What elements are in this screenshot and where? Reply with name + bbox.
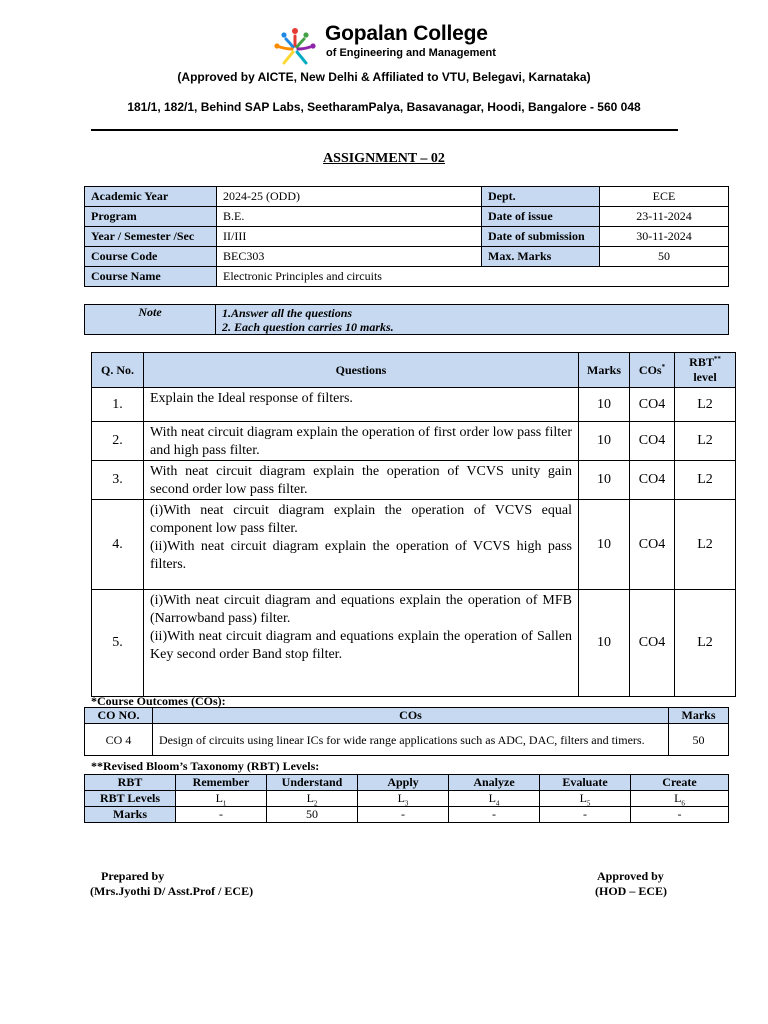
question-rbt: L2 [675, 388, 736, 422]
approval-line: (Approved by AICTE, New Delhi & Affiliated to VTU, Belegavi, Karnataka) [177, 70, 591, 84]
question-rbt: L2 [675, 500, 736, 590]
question-rbt: L2 [675, 590, 736, 697]
program-value: B.E. [217, 207, 482, 227]
rbt-level-letter: L [579, 791, 587, 805]
dept-value: ECE [600, 187, 729, 207]
rbt-header [675, 353, 736, 388]
rbt-marks-cell: - [540, 807, 631, 823]
table-header-row [92, 353, 736, 388]
note-label: Note [85, 305, 216, 335]
table-row [92, 461, 736, 500]
question-text [144, 388, 579, 422]
academic-year-value: 2024-25 (ODD) [217, 187, 482, 207]
question-marks: 10 [579, 590, 630, 697]
year-sem-value: II/III [217, 227, 482, 247]
cos-header: COs [153, 708, 669, 724]
course-outcomes-heading: *Course Outcomes (COs): [91, 694, 226, 708]
question-line: (ii)With neat circuit diagram explain the operation of VCVS high pass filters. [150, 539, 572, 572]
academic-year-label: Academic Year [85, 187, 217, 207]
co-marks: 50 [669, 724, 729, 756]
table-row [85, 724, 729, 756]
issue-date-value: 23-11-2024 [600, 207, 729, 227]
rbt-col-header: Analyze [449, 775, 540, 791]
rbt-levels-label: RBT Levels [85, 791, 176, 807]
question-co: CO4 [630, 461, 675, 500]
question-rbt: L2 [675, 422, 736, 461]
assignment-title: ASSIGNMENT – 02 [323, 151, 445, 166]
question-number: 5. [92, 590, 144, 697]
rbt-marks-cell: - [449, 807, 540, 823]
prepared-by-name: (Mrs.Jyothi D/ Asst.Prof / ECE) [90, 884, 254, 898]
program-label: Program [85, 207, 217, 227]
dept-label: Dept. [482, 187, 600, 207]
question-text [144, 500, 579, 590]
max-marks-label: Max. Marks [482, 247, 600, 267]
rbt-marks-label: Marks [85, 807, 176, 823]
rbt-level-cell [631, 791, 729, 807]
note-box [84, 304, 729, 335]
question-text [144, 590, 579, 697]
header-divider [91, 129, 678, 131]
rbt-col-header: Remember [176, 775, 267, 791]
table-row [92, 500, 736, 590]
rbt-level-text: level [693, 370, 717, 384]
table-header-row [85, 708, 729, 724]
table-row [85, 247, 729, 267]
rbt-levels-table [84, 774, 729, 823]
note-line: 1.Answer all the questions [222, 305, 353, 320]
question-line: (i)With neat circuit diagram and equations explain the operation of MFB (Narrowband pass) filter. [150, 593, 572, 626]
gopalan-logo-icon [272, 26, 318, 66]
question-marks: 10 [579, 422, 630, 461]
college-subtitle: of Engineering and Management [326, 47, 496, 59]
rbt-marks-cell: - [631, 807, 729, 823]
submission-date-value: 30-11-2024 [600, 227, 729, 247]
rbt-col-header: RBT [85, 775, 176, 791]
course-name-value: Electronic Principles and circuits [217, 267, 729, 287]
note-line: 2. Each question carries 10 marks. [222, 319, 394, 334]
course-code-value: BEC303 [217, 247, 482, 267]
rbt-level-number: 1 [222, 799, 227, 808]
question-co: CO4 [630, 500, 675, 590]
question-co: CO4 [630, 590, 675, 697]
course-info-table [84, 186, 729, 287]
rbt-marks-cell: - [176, 807, 267, 823]
table-row [92, 388, 736, 422]
rbt-level-cell [449, 791, 540, 807]
co-no-header: CO NO. [85, 708, 153, 724]
table-row [85, 227, 729, 247]
table-row [85, 187, 729, 207]
question-marks: 10 [579, 388, 630, 422]
cos-footnote-mark: * [661, 362, 666, 371]
rbt-col-header: Understand [267, 775, 358, 791]
question-rbt: L2 [675, 461, 736, 500]
rbt-level-number: 6 [681, 799, 685, 808]
approved-by-label: Approved by [597, 869, 664, 883]
college-name: Gopalan College [325, 22, 488, 45]
note-text [216, 305, 729, 335]
question-line: With neat circuit diagram explain the operation of first order low pass filter and high pass filter. [150, 425, 572, 458]
rbt-level-cell [267, 791, 358, 807]
approved-by-name: (HOD – ECE) [595, 884, 667, 898]
rbt-level-cell [540, 791, 631, 807]
table-row [85, 807, 729, 823]
rbt-level-letter: L [488, 791, 496, 805]
prepared-by-label: Prepared by [101, 869, 165, 883]
cos-header [630, 353, 675, 388]
submission-date-label: Date of submission [482, 227, 600, 247]
course-code-label: Course Code [85, 247, 217, 267]
table-row [85, 305, 729, 335]
question-number: 2. [92, 422, 144, 461]
question-line: With neat circuit diagram explain the operation of VCVS unity gain second order low pass filter. [150, 464, 572, 497]
questions-header: Questions [144, 353, 579, 388]
table-row [92, 590, 736, 697]
rbt-level-number: 2 [313, 799, 318, 808]
rbt-level-letter: L [674, 791, 682, 805]
max-marks-value: 50 [600, 247, 729, 267]
rbt-level-letter: L [215, 791, 223, 805]
table-header-row [85, 775, 729, 791]
question-text [144, 422, 579, 461]
rbt-marks-cell: - [358, 807, 449, 823]
rbt-level-cell [176, 791, 267, 807]
question-marks: 10 [579, 461, 630, 500]
rbt-footnote-mark: ** [713, 355, 721, 363]
rbt-col-header: Apply [358, 775, 449, 791]
question-text [144, 461, 579, 500]
question-number: 3. [92, 461, 144, 500]
rbt-col-header: Evaluate [540, 775, 631, 791]
question-number: 1. [92, 388, 144, 422]
rbt-level-number: 5 [586, 799, 591, 808]
rbt-level-letter: L [397, 791, 405, 805]
co-description: Design of circuits using linear ICs for wide range applications such as ADC, DAC, filters and timers. [153, 724, 669, 756]
marks-header: Marks [579, 353, 630, 388]
qno-header: Q. No. [92, 353, 144, 388]
table-row [85, 791, 729, 807]
table-row [92, 422, 736, 461]
question-co: CO4 [630, 388, 675, 422]
table-row [85, 207, 729, 227]
rbt-level-number: 3 [404, 799, 409, 808]
rbt-level-cell [358, 791, 449, 807]
rbt-heading: **Revised Bloom’s Taxonomy (RBT) Levels: [91, 759, 320, 773]
rbt-header-text: RBT [689, 355, 714, 369]
rbt-col-header: Create [631, 775, 729, 791]
address-line: 181/1, 182/1, Behind SAP Labs, SeetharamPalya, Basavanagar, Hoodi, Bangalore - 560 048 [127, 100, 641, 114]
question-line: (i)With neat circuit diagram explain the operation of VCVS equal component low pass filter. [150, 503, 572, 536]
course-name-label: Course Name [85, 267, 217, 287]
question-line: (ii)With neat circuit diagram and equations explain the operation of Sallen Key second order Band stop filter. [150, 629, 572, 662]
question-co: CO4 [630, 422, 675, 461]
year-sem-label: Year / Semester /Sec [85, 227, 217, 247]
rbt-level-number: 4 [495, 799, 500, 808]
rbt-marks-cell: 50 [267, 807, 358, 823]
questions-table [91, 352, 736, 697]
course-outcomes-table [84, 707, 729, 756]
issue-date-label: Date of issue [482, 207, 600, 227]
cos-header-text: COs [638, 362, 662, 377]
question-number: 4. [92, 500, 144, 590]
co-number: CO 4 [85, 724, 153, 756]
table-row [85, 267, 729, 287]
co-marks-header: Marks [669, 708, 729, 724]
rbt-level-letter: L [306, 791, 314, 805]
question-marks: 10 [579, 500, 630, 590]
question-line: Explain the Ideal response of filters. [150, 391, 353, 406]
